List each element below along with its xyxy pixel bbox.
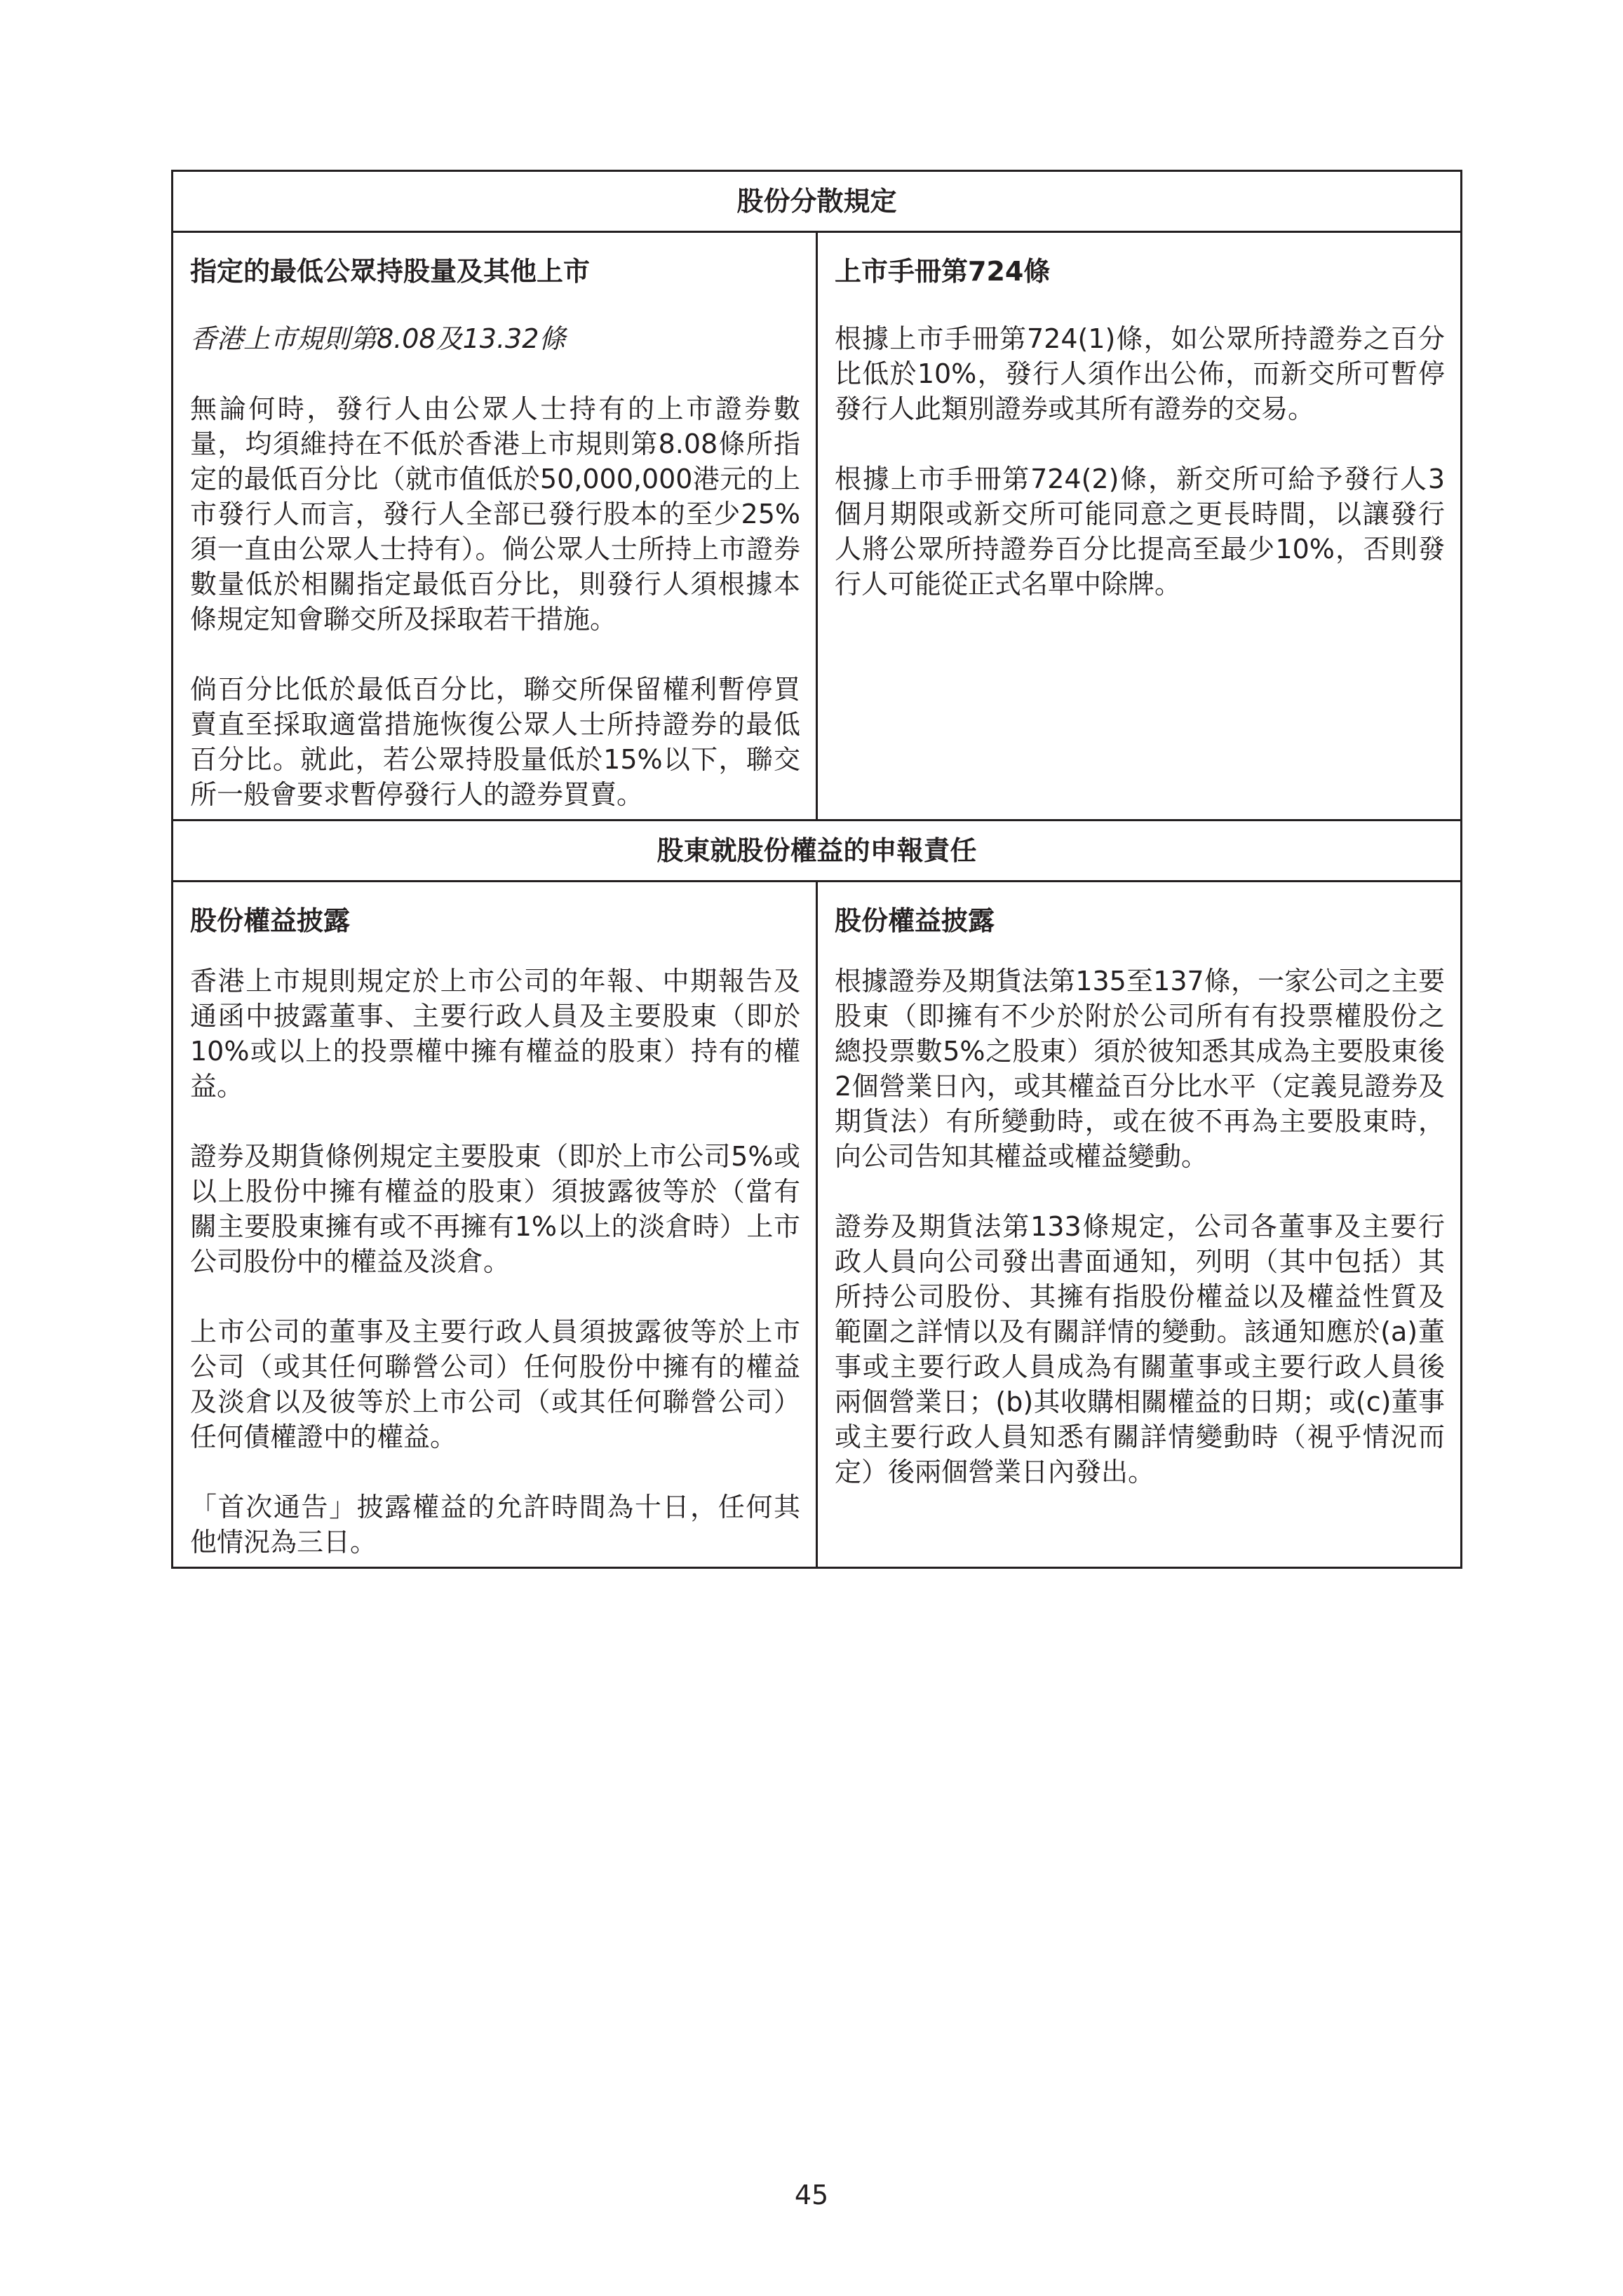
page-number: 45 — [794, 2180, 829, 2210]
left-column-cell — [173, 882, 817, 1568]
left-column-cell — [173, 232, 817, 821]
section-title-shareholding-spread: 股份分散規定 — [173, 171, 1462, 232]
paragraph: 上市公司的董事及主要行政人員須披露彼等於上市公司（或其任何聯營公司）任何股份中擁有的權益及淡倉以及彼等於上市公司（或其任何聯營公司）任何債權證中的權益。 — [190, 1316, 800, 1452]
cell-heading: 指定的最低公眾持股量及其他上市 — [190, 256, 591, 287]
cell-heading: 股份權益披露 — [190, 905, 351, 936]
paragraph: 根據證券及期貨法第135至137條，一家公司之主要股東（即擁有不少於附於公司所有有投票權股份之總投票數5%之股東）須於彼知悉其成為主要股東後2個營業日內，或其權益百分比水平（定義見證券及期貨法）有所變動時，或在彼不再為主要股東時，向公司告知其權益或權益變動。 — [835, 966, 1446, 1172]
section-title-disclosure-obligations: 股東就股份權益的申報責任 — [173, 821, 1462, 882]
section-header-row — [173, 821, 1462, 882]
paragraph: 「首次通告」披露權益的允許時間為十日，任何其他情況為三日。 — [190, 1492, 800, 1558]
paragraph: 根據上市手冊第724(1)條，如公眾所持證券之百分比低於10%，發行人須作出公佈，而新交所可暫停發行人此類別證券或其所有證券的交易。 — [835, 323, 1446, 424]
cell-heading: 上市手冊第724條 — [835, 256, 1051, 287]
section-content-row — [173, 232, 1462, 821]
paragraph: 無論何時，發行人由公眾人士持有的上市證券數量，均須維持在不低於香港上市規則第8.08條所指定的最低百分比（就市值低於50,000,000港元的上市發行人而言，發行人全部已發行股本的至少25%須一直由公眾人士持有）。倘公眾人士所持上市證券數量低於相關指定最低百分比，則發行人須根據本條規定知會聯交所及採取若干措施。 — [190, 393, 800, 635]
rule-reference: 香港上市規則第8.08及13.32條 — [190, 323, 566, 354]
section-header-row — [173, 171, 1462, 232]
right-column-cell — [817, 232, 1462, 821]
paragraph: 根據上市手冊第724(2)條，新交所可給予發行人3個月期限或新交所可能同意之更長時間，以讓發行人將公眾所持證券百分比提高至最少10%，否則發行人可能從正式名單中除牌。 — [835, 464, 1446, 600]
paragraph: 證券及期貨法第133條規定，公司各董事及主要行政人員向公司發出書面通知，列明（其中包括）其所持公司股份、其擁有指股份權益以及權益性質及範圍之詳情以及有關詳情的變動。該通知應於(a)董事或主要行政人員成為有關董事或主要行政人員後兩個營業日；(b)其收購相關權益的日期；或(c)董事或主要行政人員知悉有關詳情變動時（視乎情況而定）後兩個營業日內發出。 — [835, 1211, 1446, 1487]
right-column-cell — [817, 882, 1462, 1568]
paragraph: 倘百分比低於最低百分比，聯交所保留權利暫停買賣直至採取適當措施恢復公眾人士所持證券的最低百分比。就此，若公眾持股量低於15%以下，聯交所一般會要求暫停發行人的證券買賣。 — [190, 674, 800, 810]
comparison-table — [171, 170, 1462, 1569]
paragraph: 香港上市規則規定於上市公司的年報、中期報告及通函中披露董事、主要行政人員及主要股東（即於10%或以上的投票權中擁有權益的股東）持有的權益。 — [190, 966, 800, 1102]
paragraph: 證券及期貨條例規定主要股東（即於上市公司5%或以上股份中擁有權益的股東）須披露彼等於（當有關主要股東擁有或不再擁有1%以上的淡倉時）上市公司股份中的權益及淡倉。 — [190, 1141, 800, 1277]
section-content-row — [173, 882, 1462, 1568]
cell-heading: 股份權益披露 — [835, 905, 995, 936]
